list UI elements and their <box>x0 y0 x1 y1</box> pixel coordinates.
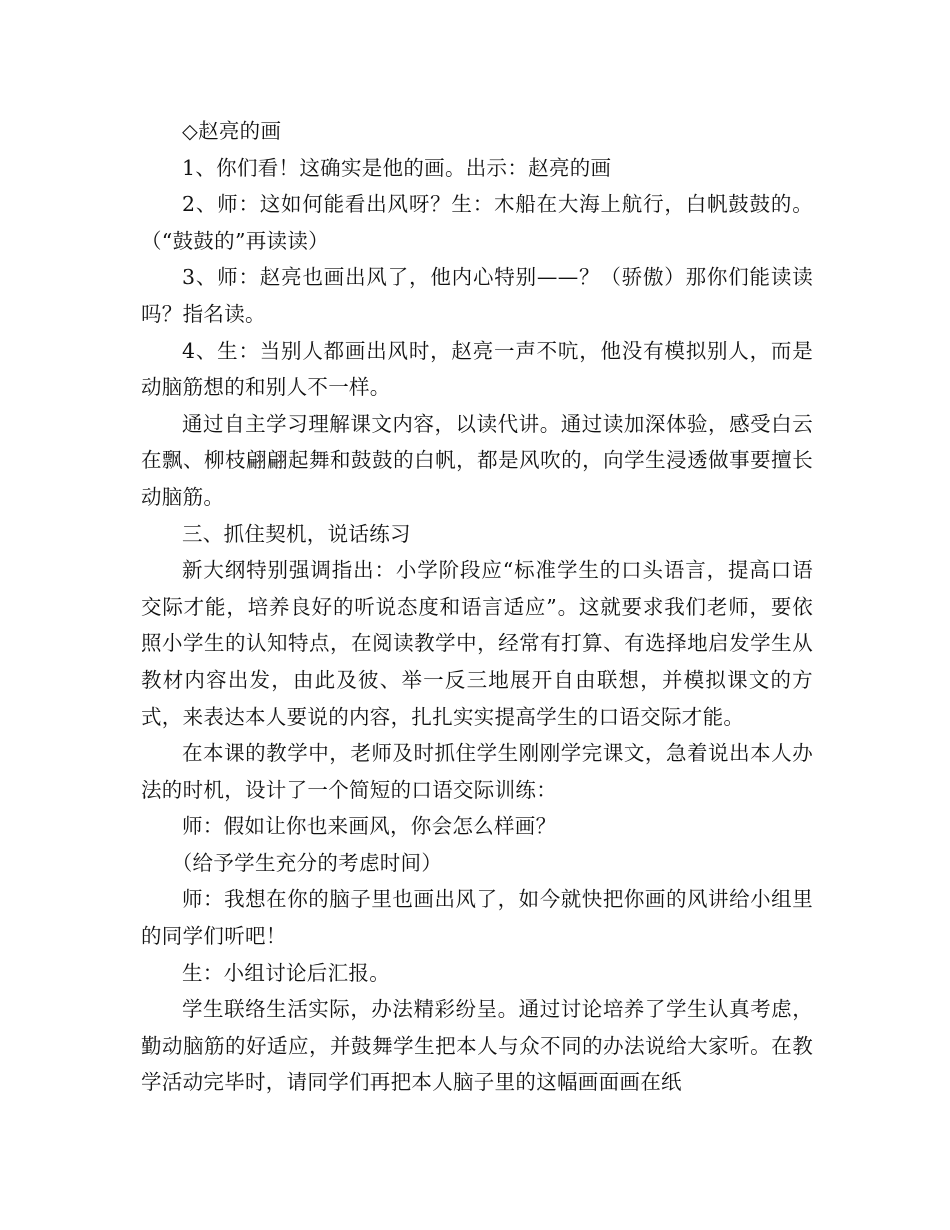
paragraph: 师：我想在你的脑子里也画出风了，如今就快把你画的风讲给小组里的同学们听吧！ <box>141 887 813 949</box>
paragraph: （给予学生充分的考虑时间） <box>171 850 443 875</box>
paragraph: 新大纲特别强调指出：小学阶段应“标准学生的口头语言，提高口语交际才能，培养良好的听说态度和语言适应”。这就要求我们老师，要依照小学生的认知特点，在阅读教学中，经常有打算、有选择地启发学生从教材内容出发，由此及彼、举一反三地展开自由联想，并模拟课文的方式，来表达本人要说的内容，扎扎实实提高学生的口语交际才能。 <box>141 558 813 729</box>
paragraph: 1、你们看！这确实是他的画。出示：赵亮的画 <box>182 155 612 180</box>
paragraph: 生：小组讨论后汇报。 <box>182 960 390 985</box>
paragraph: 2、师：这如何能看出风呀？生：木船在大海上航行，白帆鼓鼓的。（“鼓鼓的”再读读） <box>141 192 813 253</box>
paragraph: 4、生：当别人都画出风时，赵亮一声不吭，他没有模拟别人，而是动脑筋想的和别人不一样。 <box>141 338 813 400</box>
paragraph: 学生联络生活实际，办法精彩纷呈。通过讨论培养了学生认真考虑，勤动脑筋的好适应，并鼓舞学生把本人与众不同的办法说给大家听。在教学活动完毕时，请同学们再把本人脑子里的这幅画面画在纸 <box>141 997 813 1095</box>
paragraph: 师：假如让你也来画风，你会怎么样画？ <box>182 814 557 839</box>
paragraph: 在本课的教学中，老师及时抓住学生刚刚学完课文，急着说出本人办法的时机，设计了一个简短的口语交际训练： <box>141 741 813 802</box>
section-heading-zhaoliang-painting: ◇赵亮的画 <box>182 119 282 143</box>
document-body <box>141 113 813 1101</box>
section-heading-speaking-practice: 三、抓住契机，说话练习 <box>182 521 411 546</box>
paragraph: 3、师：赵亮也画出风了，他内心特别——？（骄傲）那你们能读读吗？指名读。 <box>141 265 813 326</box>
paragraph: 通过自主学习理解课文内容，以读代讲。通过读加深体验，感受白云在飘、柳枝翩翩起舞和鼓鼓的白帆，都是风吹的，向学生浸透做事要擅长动脑筋。 <box>141 411 813 509</box>
